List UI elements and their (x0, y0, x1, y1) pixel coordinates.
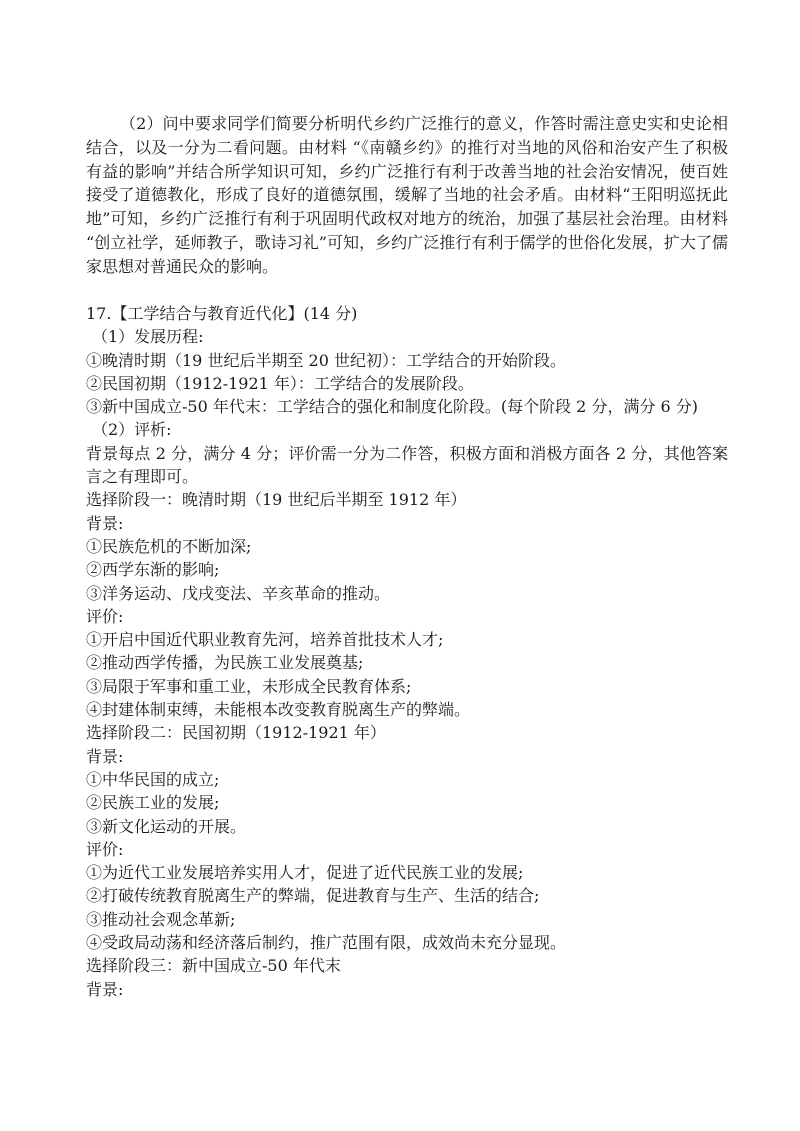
choice1-background-label: 背景: (86, 513, 124, 533)
choice3-background-label: 背景: (86, 979, 124, 999)
q17-part1-heading: （1）发展历程: (92, 327, 204, 347)
choice2-background-item: ①中华民国的成立; (86, 769, 220, 789)
choice2-evaluation-label: 评价: (86, 839, 124, 859)
choice1-evaluation-item: ④封建体制束缚，未能根本改变教育脱离生产的弊端。 (86, 700, 471, 720)
choice1-background-item: ②西学东渐的影响; (86, 560, 220, 580)
q17-stage3: ③新中国成立-50 年代末：工学结合的强化和制度化阶段。(每个阶段 2 分，满分 6 分) (86, 397, 699, 417)
choice1-background-item: ①民族危机的不断加深; (86, 536, 252, 556)
q17-stage1: ①晚清时期（19 世纪后半期至 20 世纪初）：工学结合的开始阶段。 (86, 350, 566, 370)
choice2-background-item: ③新文化运动的开展。 (86, 816, 247, 836)
choice1-background-item: ③洋务运动、戊戌变法、辛亥革命的推动。 (86, 583, 391, 603)
choice1-title: 选择阶段一：晚清时期（19 世纪后半期至 1912 年） (86, 490, 467, 510)
q17-title: 17.【工学结合与教育近代化】(14 分) (86, 304, 358, 323)
paragraph-q16-part2-answer: （2）问中要求同学们简要分析明代乡约广泛推行的意义，作答时需注意史实和史论相结合，以及一分为二看问题。由材料 “《南赣乡约》的推行对当地的风俗和治安产生了积极有益的影响”并结合所学知识可知，乡约广泛推行有利于改善当地的社会治安情况，使百姓接受了道德教化，形成了良好的道德氛围，缓解了当地的社会矛盾。由材料“王阳明巡抚此地”可知，乡约广泛推行有利于巩固明代政权对地方的统治，加强了基层社会治理。由材料 “创立社学，延师教子，歌诗习礼”可知，乡约广泛推行有利于儒学的世俗化发展，扩大了儒家思想对普通民众的影响。 (86, 114, 728, 276)
choice1-evaluation-item: ③局限于军事和重工业，未形成全民教育体系; (86, 676, 412, 696)
choice2-evaluation-item: ④受政局动荡和经济落后制约，推广范围有限，成效尚未充分显现。 (86, 933, 567, 953)
choice3-title: 选择阶段三：新中国成立-50 年代末 (86, 956, 341, 976)
q17-scoring-note: 背景每点 2 分，满分 4 分；评价需一分为二作答，积极方面和消极方面各 2 分，其他答案言之有理即可。 (86, 443, 728, 487)
choice2-evaluation-item: ①为近代工业发展培养实用人才，促进了近代民族工业的发展; (86, 863, 524, 883)
q17-section (86, 302, 728, 1001)
choice1-evaluation-label: 评价: (86, 606, 124, 626)
q17-stage2: ②民国初期（1912-1921 年）：工学结合的发展阶段。 (86, 373, 474, 393)
choice2-background-label: 背景: (86, 746, 124, 766)
choice2-evaluation-item: ③推动社会观念革新; (86, 909, 236, 929)
choice1-evaluation-item: ②推动西学传播，为民族工业发展奠基; (86, 653, 364, 673)
choice2-background-item: ②民族工业的发展; (86, 793, 220, 813)
q17-part2-heading: （2）评析: (92, 420, 172, 440)
choice2-evaluation-item: ②打破传统教育脱离生产的弊端，促进教育与生产、生活的结合; (86, 886, 540, 906)
choice1-evaluation-item: ①开启中国近代职业教育先河，培养首批技术人才; (86, 630, 444, 650)
choice2-title: 选择阶段二：民国初期（1912-1921 年） (86, 723, 386, 743)
